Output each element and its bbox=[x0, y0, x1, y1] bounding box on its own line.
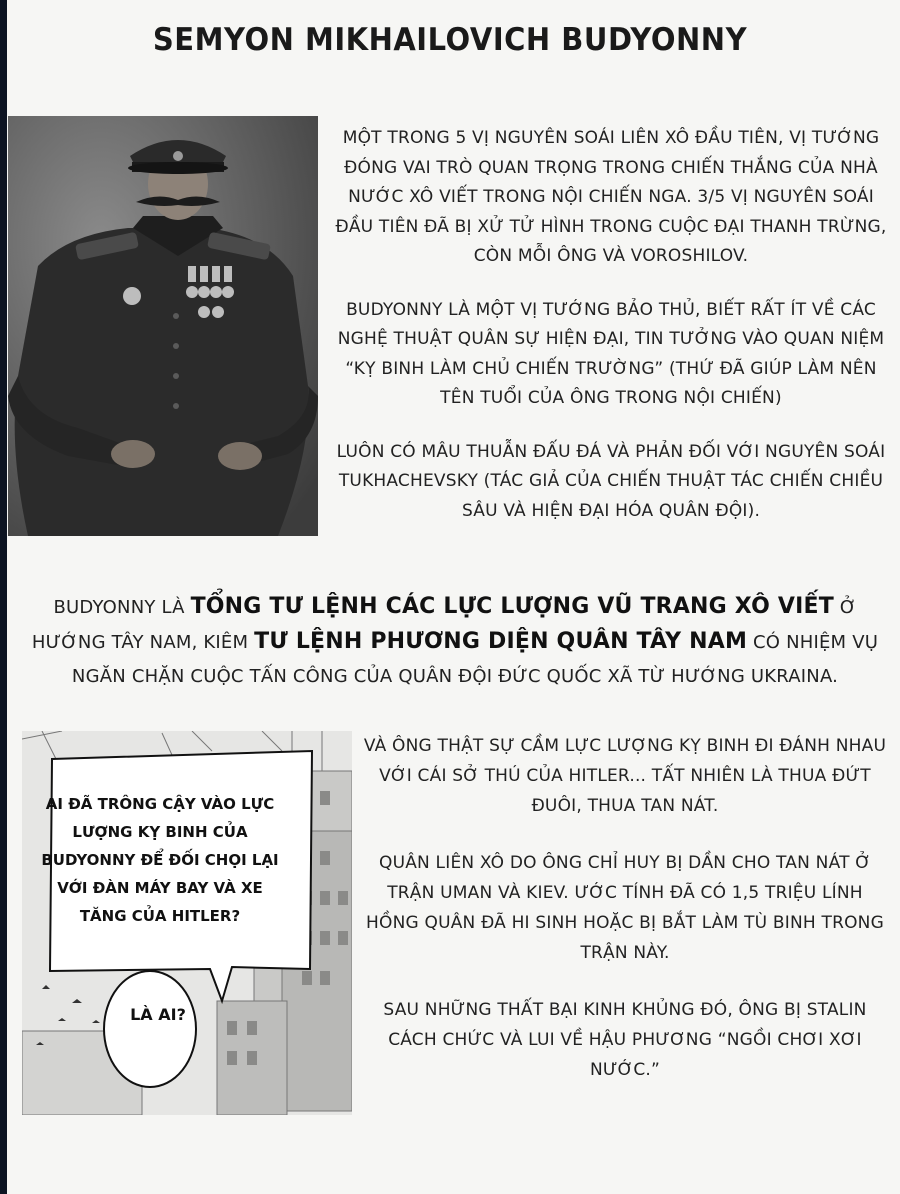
intro-paragraph-2: BUDYONNY LÀ MỘT VỊ TƯỚNG BẢO THỦ, BIẾT RẤT ÍT VỀ CÁC NGHỆ THUẬT QUÂN SỰ HIỆN ĐẠI, TIN TƯỞNG VÀO QUAN NIỆM “KỴ BINH LÀM CHỦ CHIẾN TRƯỜNG” (THỨ ĐÃ GIÚP LÀM NÊN TÊN TUỔI CỦA ÔNG TRONG NỘI CHIẾN) bbox=[337, 299, 885, 408]
intro-paragraph-3: LUÔN CÓ MÂU THUẪN ĐẤU ĐÁ VÀ PHẢN ĐỐI VỚI NGUYÊN SOÁI TUKHACHEVSKY (TÁC GIẢ CỦA CHIẾN THUẬT TÁC CHIẾN CHIỀU SÂU VÀ HIỆN ĐẠI HÓA QUÂN ĐỘI). bbox=[336, 441, 886, 521]
speech-bubble-question: AI ĐÃ TRÔNG CẬY VÀO LỰC LƯỢNG KỴ BINH CỦA BUDYONNY ĐỂ ĐỐI CHỌI LẠI VỚI ĐÀN MÁY BAY VÀ XE TĂNG CỦA HITLER? bbox=[41, 795, 279, 925]
outcome-paragraph-3: SAU NHỮNG THẤT BẠI KINH KHỦNG ĐÓ, ÔNG BỊ STALIN CÁCH CHỨC VÀ LUI VỀ HẬU PHƯƠNG “NGỒI CHƠI XƠI NƯỚC.” bbox=[383, 1000, 867, 1080]
command-summary bbox=[20, 590, 890, 694]
left-edge-bar bbox=[0, 0, 7, 1194]
summary-text-1: BUDYONNY LÀ bbox=[53, 597, 191, 618]
outcome-paragraph-1: VÀ ÔNG THẬT SỰ CẦM LỰC LƯỢNG KỴ BINH ĐI ĐÁNH NHAU VỚI CÁI SỞ THÚ CỦA HITLER... TẤT NHIÊN LÀ THUA ĐỨT ĐUÔI, THUA TAN NÁT. bbox=[363, 736, 887, 816]
intro-paragraph-1: MỘT TRONG 5 VỊ NGUYÊN SOÁI LIÊN XÔ ĐẦU TIÊN, VỊ TƯỚNG ĐÓNG VAI TRÒ QUAN TRỌNG TRONG CHIẾN THẮNG CỦA NHÀ NƯỚC XÔ VIẾT TRONG NỘI CHIẾN NGA. 3/5 VỊ NGUYÊN SOÁI ĐẦU TIÊN ĐÃ BỊ XỬ TỬ HÌNH TRONG CUỘC ĐẠI THANH TRỪNG, CÒN MỖI ÔNG VÀ VOROSHILOV. bbox=[335, 128, 887, 266]
page-title: SEMYON MIKHAILOVICH BUDYONNY bbox=[152, 20, 748, 58]
speech-bubble-who: LÀ AI? bbox=[130, 1005, 186, 1024]
outcome-paragraph-2: QUÂN LIÊN XÔ DO ÔNG CHỈ HUY BỊ DẦN CHO TAN NÁT Ở TRẬN UMAN VÀ KIEV. ƯỚC TÍNH ĐÃ CÓ 1,5 TRIỆU LÍNH HỒNG QUÂN ĐÃ HI SINH HOẶC BỊ BẮT LÀM TÙ BINH TRONG TRẬN NÀY. bbox=[366, 853, 884, 963]
portrait-photo bbox=[8, 116, 318, 536]
summary-text-2: Ở HƯỚNG TÂY NAM, KIÊM bbox=[31, 597, 857, 653]
summary-text-3: CÓ NHIỆM VỤ NGĂN CHẶN CUỘC TẤN CÔNG CỦA QUÂN ĐỘI ĐỨC QUỐC XÃ TỪ HƯỚNG UKRAINA. bbox=[71, 632, 879, 687]
outcome-text bbox=[358, 731, 892, 1112]
summary-bold-2: TƯ LỆNH PHƯƠNG DIỆN QUÂN TÂY NAM bbox=[254, 629, 748, 654]
summary-bold-1: TỔNG TƯ LỆNH CÁC LỰC LƯỢNG VŨ TRANG XÔ VIẾT bbox=[190, 594, 834, 619]
intro-text bbox=[330, 124, 892, 550]
